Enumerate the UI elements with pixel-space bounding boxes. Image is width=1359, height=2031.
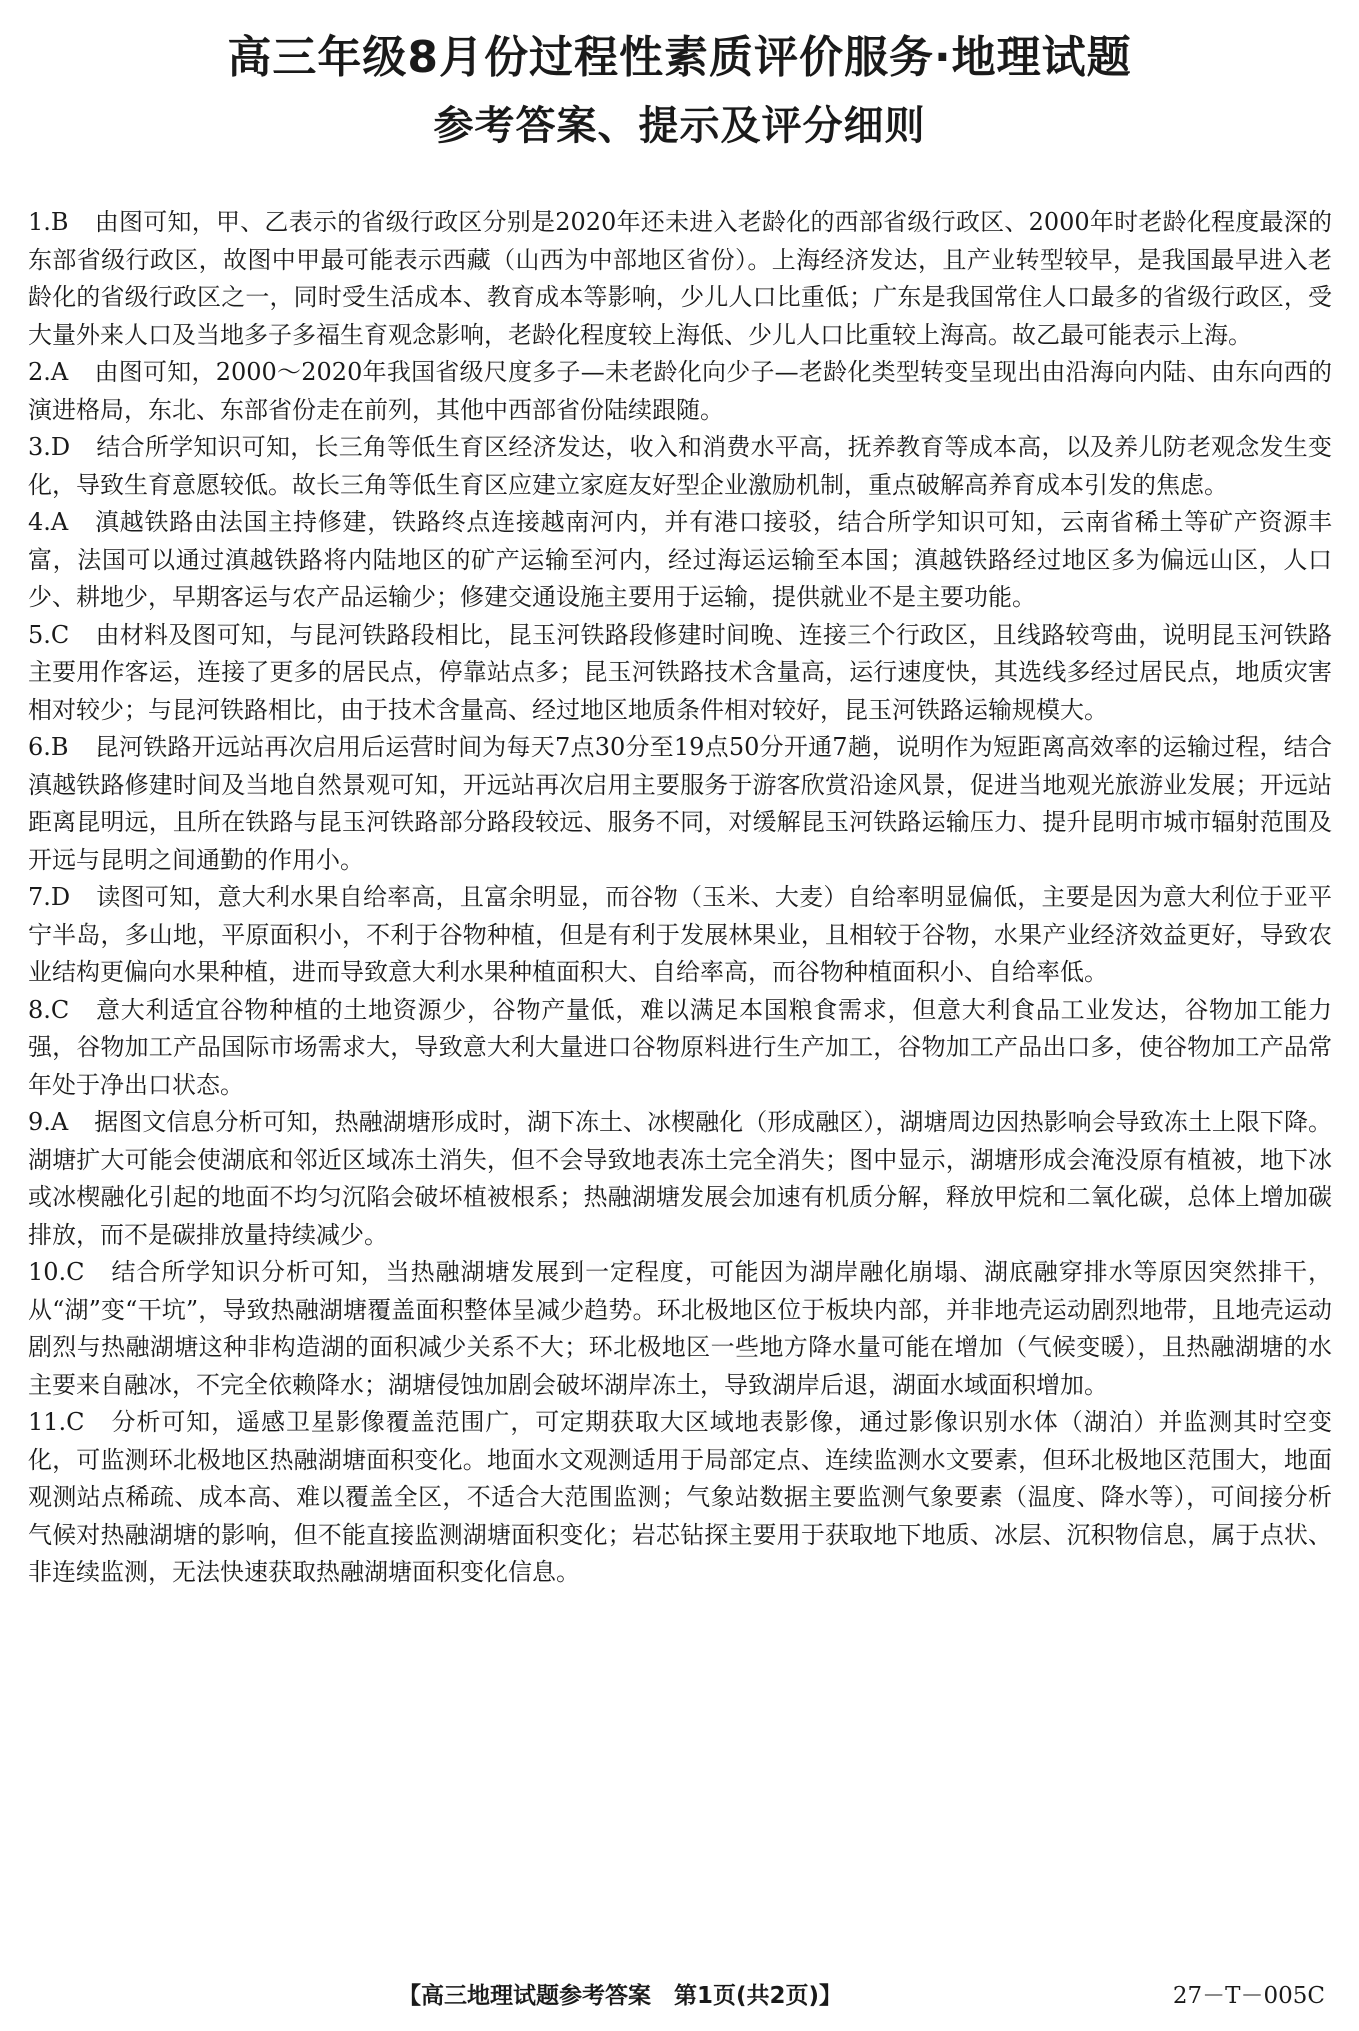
answer-item-4 <box>28 504 1332 617</box>
answer-number: 9. <box>28 1108 51 1136</box>
answer-key: A <box>50 1108 69 1136</box>
answer-explanation: 意大利适宜谷物种植的土地资源少，谷物产量低，难以满足本国粮食需求，但意大利食品工业发达，谷物加工能力强，谷物加工产品国际市场需求大，导致意大利大量进口谷物原料进行生产加工，谷物加工产品出口多，使谷物加工产品常年处于净出口状态。 <box>28 995 1332 1099</box>
answer-number: 8. <box>28 995 51 1024</box>
answer-number: 4. <box>28 508 51 536</box>
answer-number: 1. <box>28 208 51 236</box>
answer-key: D <box>50 883 71 911</box>
answer-item-10 <box>28 1254 1332 1404</box>
answer-key: A <box>50 508 69 536</box>
answer-explanation: 据图文信息分析可知，热融湖塘形成时，湖下冻土、冰楔融化（形成融区），湖塘周边因热影响会导致冻土上限下降。湖塘扩大可能会使湖底和邻近区域冻土消失，但不会导致地表冻土完全消失；图中显示，湖塘形成会淹没原有植被，地下冰或冰楔融化引起的地面不均匀沉陷会破坏植被根系；热融湖塘发展会加速有机质分解，释放甲烷和二氧化碳，总体上增加碳排放，而不是碳排放量持续减少。 <box>28 1108 1332 1249</box>
answer-number: 11. <box>28 1408 67 1436</box>
answer-key: B <box>50 733 69 761</box>
answer-number: 3. <box>28 433 51 461</box>
answer-item-9 <box>28 1104 1332 1254</box>
answer-number: 2. <box>28 358 51 386</box>
page-footer <box>0 1978 1359 2014</box>
answer-number: 7. <box>28 883 51 911</box>
answer-item-7 <box>28 879 1332 992</box>
answer-item-6 <box>28 729 1332 879</box>
answer-explanation: 读图可知，意大利水果自给率高，且富余明显，而谷物（玉米、大麦）自给率明显偏低，主要是因为意大利位于亚平宁半岛，多山地，平原面积小，不利于谷物种植，但是有利于发展林果业，且相较于谷物，水果产业经济效益更好，导致农业结构更偏向水果种植，进而导致意大利水果种植面积大、自给率高，而谷物种植面积小、自给率低。 <box>28 883 1332 986</box>
answer-number: 10. <box>28 1258 67 1286</box>
answer-explanation: 结合所学知识分析可知，当热融湖塘发展到一定程度，可能因为湖岸融化崩塌、湖底融穿排水等原因突然排干，从“湖”变“干坑”，导致热融湖塘覆盖面积整体呈减少趋势。环北极地区位于板块内部，并非地壳运动剧烈地带，且地壳运动剧烈与热融湖塘这种非构造湖的面积减少关系不大；环北极地区一些地方降水量可能在增加（气候变暖），且热融湖塘的水主要来自融冰，不完全依赖降水；湖塘侵蚀加剧会破坏湖岸冻土，导致湖岸后退，湖面水域面积增加。 <box>28 1258 1332 1399</box>
footer-page-info: 【高三地理试题参考答案 第1页(共2页)】 <box>398 1983 843 2009</box>
answer-key: B <box>50 208 69 236</box>
footer-exam-code: 27－T－005C <box>1172 1983 1325 2009</box>
answer-explanation: 分析可知，遥感卫星影像覆盖范围广，可定期获取大区域地表影像，通过影像识别水体（湖泊）并监测其时空变化，可监测环北极地区热融湖塘面积变化。地面水文观测适用于局部定点、连续监测水文要素，但环北极地区范围大，地面观测站点稀疏、成本高、难以覆盖全区，不适合大范围监测；气象站数据主要监测气象要素（温度、降水等），可间接分析气候对热融湖塘的影响，但不能直接监测湖塘面积变化；岩芯钻探主要用于获取地下地质、冰层、沉积物信息，属于点状、非连续监测，无法快速获取热融湖塘面积变化信息。 <box>28 1408 1332 1586</box>
answer-key: C <box>66 1258 85 1286</box>
answer-item-2 <box>28 354 1332 429</box>
answer-explanation: 由材料及图可知，与昆河铁路段相比，昆玉河铁路段修建时间晚、连接三个行政区，且线路较弯曲，说明昆玉河铁路主要用作客运，连接了更多的居民点，停靠站点多；昆玉河铁路技术含量高，运行速度快，其选线多经过居民点，地质灾害相对较少；与昆河铁路相比，由于技术含量高、经过地区地质条件相对较好，昆玉河铁路运输规模大。 <box>28 620 1332 724</box>
answer-item-1 <box>28 204 1332 354</box>
answer-explanation: 滇越铁路由法国主持修建，铁路终点连接越南河内，并有港口接驳，结合所学知识可知，云南省稀土等矿产资源丰富，法国可以通过滇越铁路将内陆地区的矿产运输至河内，经过海运运输至本国；滇越铁路经过地区多为偏远山区，人口少、耕地少，早期客运与农产品运输少；修建交通设施主要用于运输，提供就业不是主要功能。 <box>28 508 1332 611</box>
answer-key: C <box>66 1408 85 1436</box>
answer-list <box>28 204 1332 1592</box>
answer-item-5 <box>28 617 1332 730</box>
answer-item-11 <box>28 1404 1332 1592</box>
page-title: 高三年级8月份过程性素质评价服务·地理试题 <box>227 32 1132 83</box>
answer-number: 6. <box>28 733 51 761</box>
answer-item-3 <box>28 429 1332 504</box>
answer-key: D <box>50 433 71 461</box>
answer-key: C <box>50 995 70 1024</box>
answer-explanation: 结合所学知识可知，长三角等低生育区经济发达，收入和消费水平高，抚养教育等成本高，以及养儿防老观念发生变化，导致生育意愿较低。故长三角等低生育区应建立家庭友好型企业激励机制，重点破解高养育成本引发的焦虑。 <box>28 433 1332 499</box>
answer-explanation: 昆河铁路开远站再次启用后运营时间为每天7点30分至19点50分开通7趟，说明作为短距离高效率的运输过程，结合滇越铁路修建时间及当地自然景观可知，开远站再次启用主要服务于游客欣赏沿途风景，促进当地观光旅游业发展；开远站距离昆明远，且所在铁路与昆玉河铁路部分路段较远、服务不同，对缓解昆玉河铁路运输压力、提升昆明市城市辐射范围及开远与昆明之间通勤的作用小。 <box>28 733 1332 874</box>
answer-key: A <box>50 358 69 386</box>
answer-key: C <box>50 620 70 649</box>
answer-number: 5. <box>28 620 51 649</box>
answer-explanation: 由图可知，2000～2020年我国省级尺度多子—未老龄化向少子—老龄化类型转变呈现出由沿海向内陆、由东向西的演进格局，东北、东部省份走在前列，其他中西部省份陆续跟随。 <box>28 358 1332 424</box>
answer-item-8 <box>28 992 1332 1105</box>
answer-explanation: 由图可知，甲、乙表示的省级行政区分别是2020年还未进入老龄化的西部省级行政区、2000年时老龄化程度最深的东部省级行政区，故图中甲最可能表示西藏（山西为中部地区省份）。上海经济发达，且产业转型较早，是我国最早进入老龄化的省级行政区之一，同时受生活成本、教育成本等影响，少儿人口比重低；广东是我国常住人口最多的省级行政区，受大量外来人口及当地多子多福生育观念影响，老龄化程度较上海低、少儿人口比重较上海高。故乙最可能表示上海。 <box>28 208 1332 349</box>
page-subtitle: 参考答案、提示及评分细则 <box>433 103 926 149</box>
